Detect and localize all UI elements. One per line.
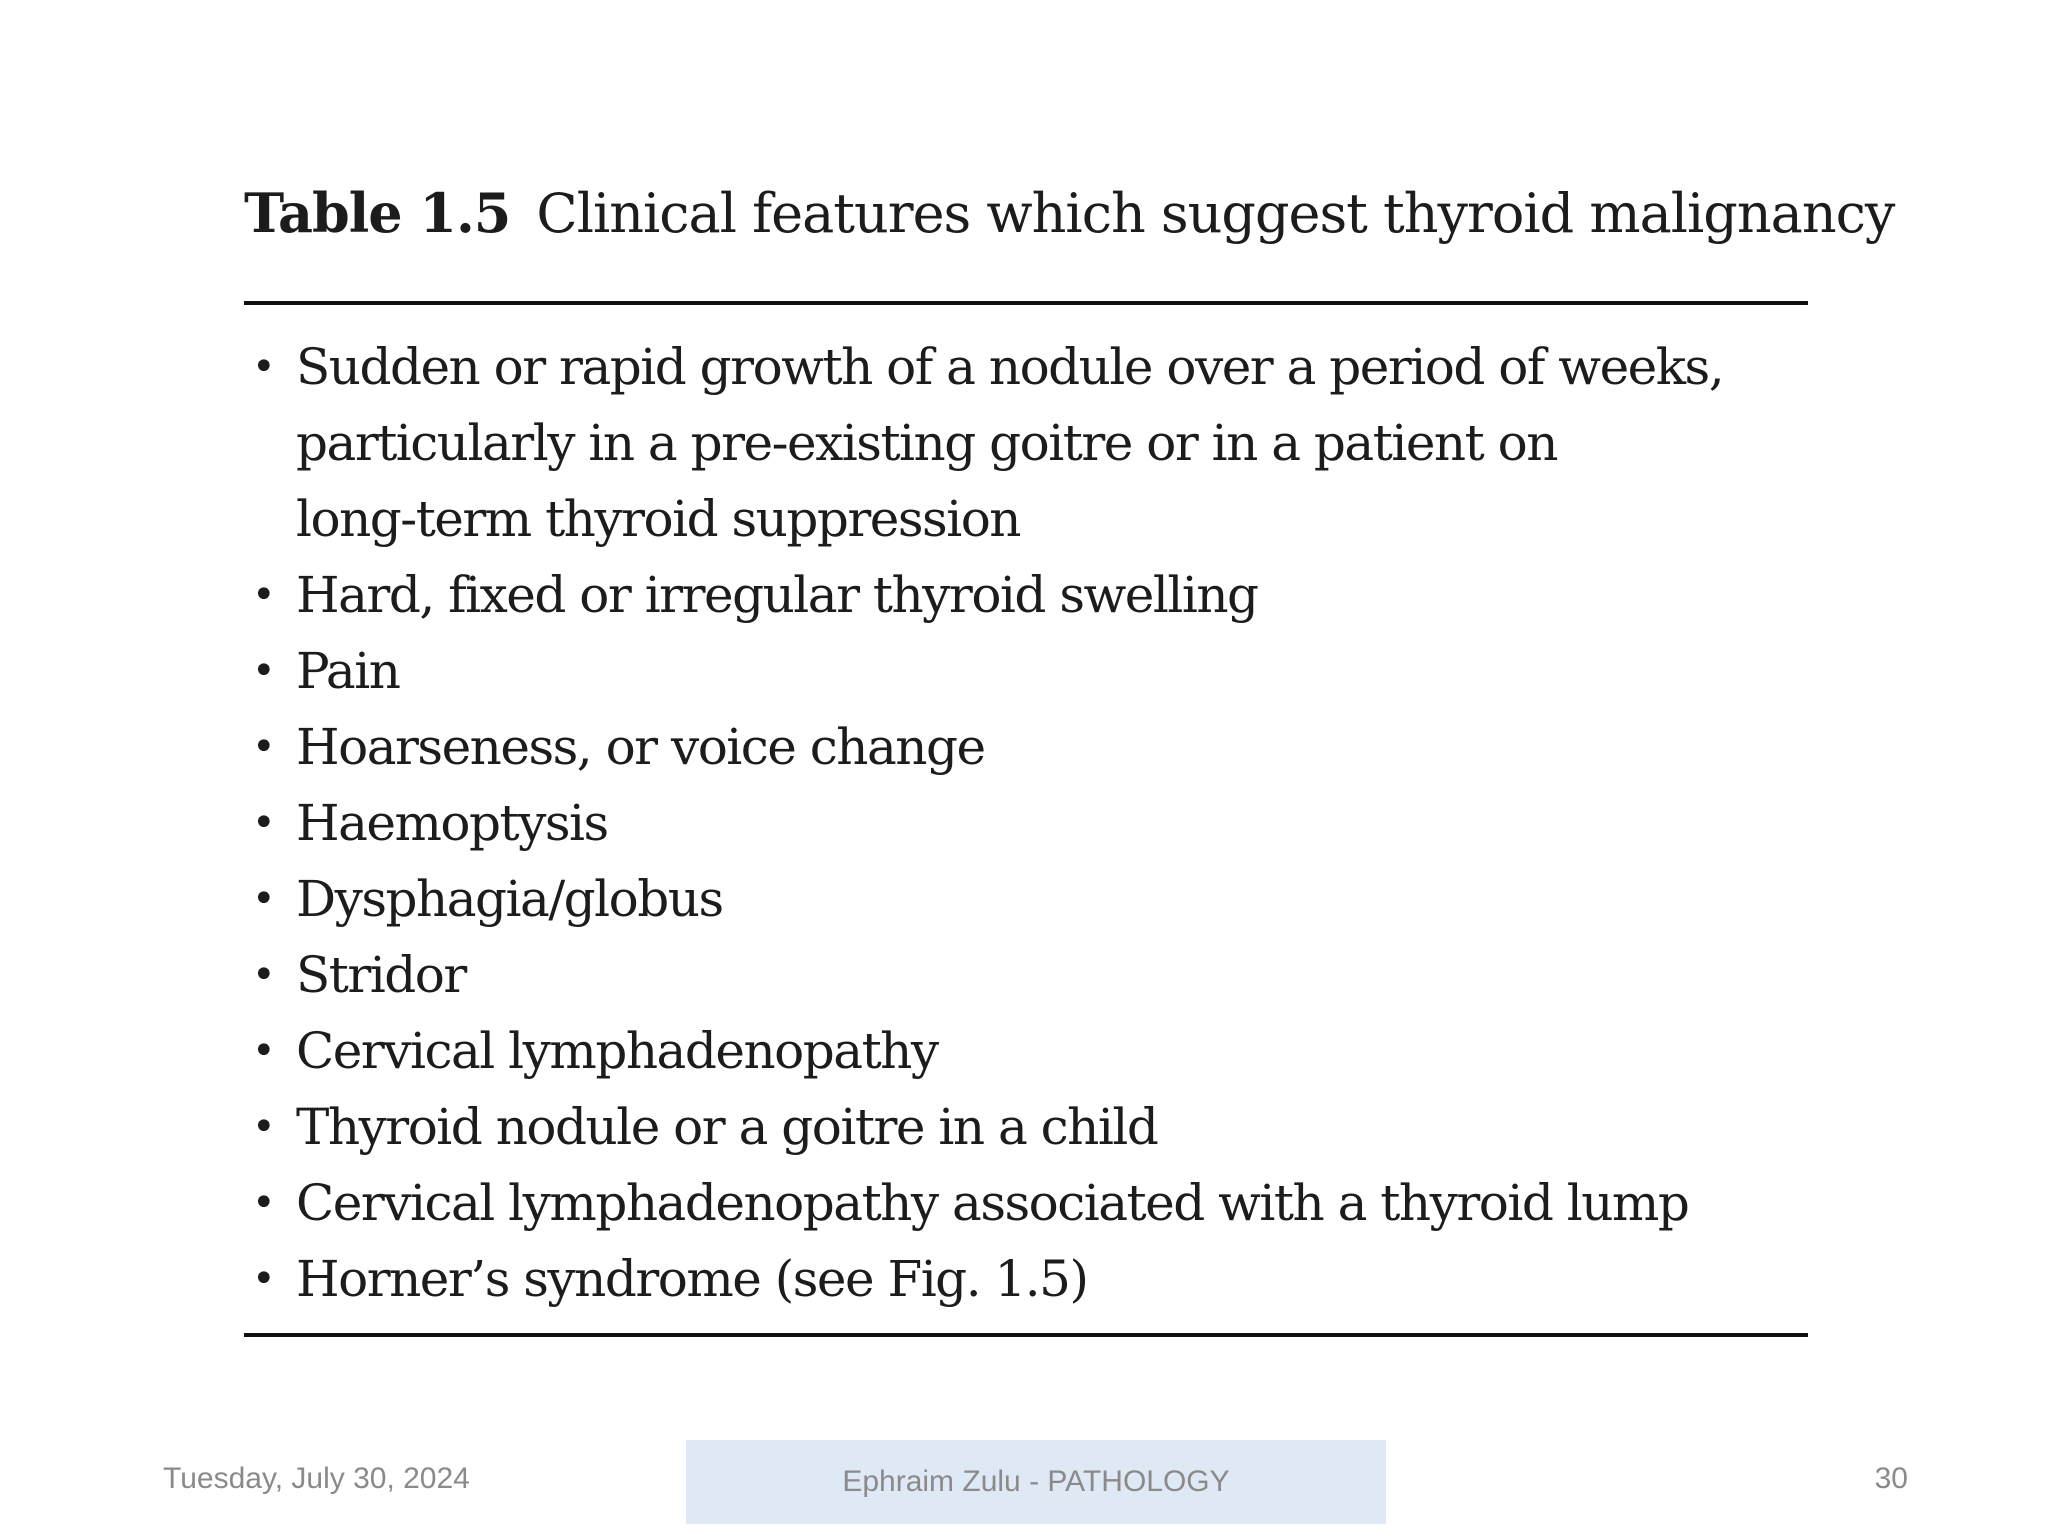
bullet-icon: • [252, 1028, 275, 1074]
bullet-icon: • [252, 876, 275, 922]
table-caption [244, 178, 1895, 248]
list-item [244, 1089, 1808, 1165]
list-item [244, 557, 1808, 633]
slide-number: 30 [1874, 1462, 1908, 1495]
list-item-line: Stridor [296, 946, 466, 1004]
table-label: Table 1.5 [244, 181, 511, 245]
table-figure [244, 178, 1895, 1337]
list-item-line: Cervical lymphadenopathy [296, 1022, 938, 1080]
bullet-icon: • [252, 344, 275, 390]
bullet-icon: • [252, 572, 275, 618]
list-item-line: particularly in a pre-existing goitre or in a patient on [296, 414, 1557, 472]
list-item [244, 1241, 1808, 1317]
table-bottom-rule [244, 1333, 1808, 1337]
bullet-icon: • [252, 800, 275, 846]
list-item-line: Pain [296, 642, 400, 700]
footer-date: Tuesday, July 30, 2024 [163, 1462, 470, 1495]
bullet-icon: • [252, 648, 275, 694]
bullet-icon: • [252, 724, 275, 770]
table-title: Clinical features which suggest thyroid malignancy [536, 182, 1895, 245]
feature-list [244, 305, 1808, 1333]
list-item [244, 1165, 1808, 1241]
bullet-icon: • [252, 1104, 275, 1150]
list-item [244, 1013, 1808, 1089]
bullet-icon: • [252, 1180, 275, 1226]
list-item-line: Sudden or rapid growth of a nodule over a period of weeks, [296, 338, 1724, 396]
list-item-line: Haemoptysis [296, 794, 608, 852]
list-item-line: Thyroid nodule or a goitre in a child [296, 1098, 1158, 1156]
list-item [244, 633, 1808, 709]
list-item-line: Cervical lymphadenopathy associated with a thyroid lump [296, 1174, 1689, 1232]
list-item [244, 785, 1808, 861]
list-item [244, 861, 1808, 937]
bullet-icon: • [252, 1256, 275, 1302]
list-item [244, 937, 1808, 1013]
bullet-icon: • [252, 952, 275, 998]
list-item-line: Hoarseness, or voice change [296, 718, 985, 776]
list-item [244, 709, 1808, 785]
list-item-line: Hard, fixed or irregular thyroid swelling [296, 566, 1258, 624]
list-item-line: Dysphagia/globus [296, 870, 723, 928]
list-item-line: Horner’s syndrome (see Fig. 1.5) [296, 1250, 1088, 1308]
list-item [244, 329, 1808, 557]
list-item-line: long-term thyroid suppression [296, 490, 1021, 548]
footer-center-label [686, 1440, 1386, 1524]
footer-center-text: Ephraim Zulu - PATHOLOGY [842, 1465, 1230, 1498]
